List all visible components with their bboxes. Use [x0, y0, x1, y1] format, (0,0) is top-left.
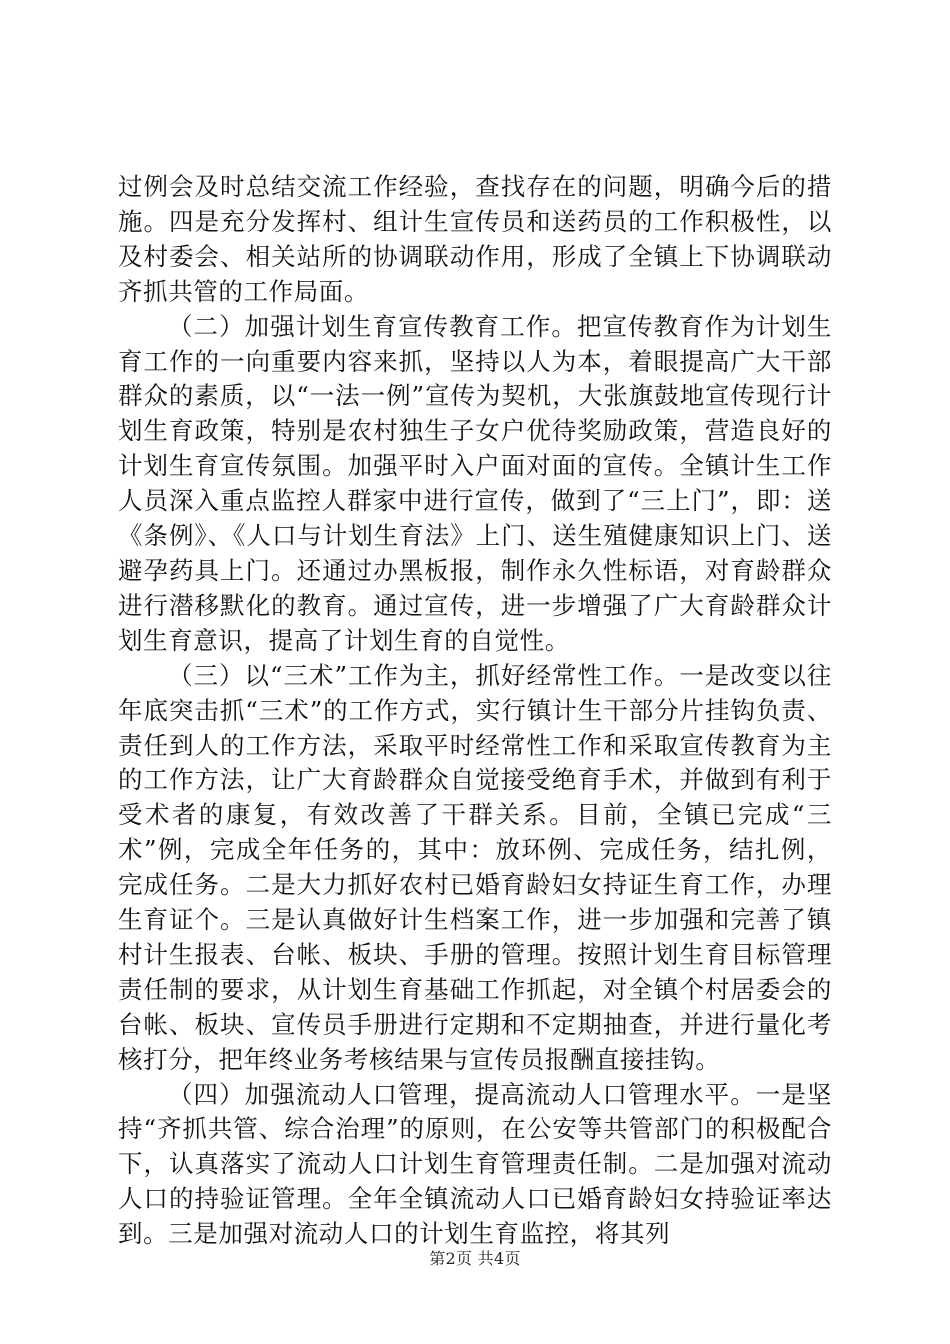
page-number-footer: 第2页 共4页 [429, 1249, 521, 1268]
document-body [118, 170, 832, 1252]
paragraph-three-surgeries: （三）以“三术”工作为主，抓好经常性工作。一是改变以往年底突击抓“三术”的工作方式，实行镇计生干部分片挂钩负责、责任到人的工作方法，采取平时经常性工作和采取宣传教育为主的工作方法，让广大育龄群众自觉接受绝育手术，并做到有利于受术者的康复，有效改善了干群关系。目前，全镇已完成“三术”例，完成全年任务的，其中：放环例、完成任务，结扎例，完成任务。二是大力抓好农村已婚育龄妇女持证生育工作，办理生育证个。三是认真做好计生档案工作，进一步加强和完善了镇村计生报表、台帐、板块、手册的管理。按照计划生育目标管理责任制的要求，从计划生育基础工作抓起，对全镇个村居委会的台帐、板块、宣传员手册进行定期和不定期抽查，并进行量化考核打分，把年终业务考核结果与宣传员报酬直接挂钩。 [118, 660, 832, 1074]
paragraph-propaganda-education: （二）加强计划生育宣传教育工作。把宣传教育作为计划生育工作的一向重要内容来抓，坚持以人为本，着眼提高广大干部群众的素质，以“一法一例”宣传为契机，大张旗鼓地宣传现行计划生育政策，特别是农村独生子女户优待奖励政策，营造良好的计划生育宣传氛围。加强平时入户面对面的宣传。全镇计生工作人员深入重点监控人群家中进行宣传，做到了“三上门”，即：送《条例》、《人口与计划生育法》上门、送生殖健康知识上门、送避孕药具上门。还通过办黑板报，制作永久性标语，对育龄群众进行潜移默化的教育。通过宣传，进一步增强了广大育龄群众计划生育意识，提高了计划生育的自觉性。 [118, 311, 832, 655]
paragraph-continuation: 过例会及时总结交流工作经验，查找存在的问题，明确今后的措施。四是充分发挥村、组计生宣传员和送药员的工作积极性，以及村委会、相关站所的协调联动作用，形成了全镇上下协调联动齐抓共管的工作局面。 [118, 172, 832, 306]
paragraph-floating-population: （四）加强流动人口管理，提高流动人口管理水平。一是坚持“齐抓共管、综合治理”的原则，在公安等共管部门的积极配合下，认真落实了流动人口计划生育管理责任制。二是加强对流动人口的持验证管理。全年全镇流动人口已婚育龄妇女持验证率达到。三是加强对流动人口的计划生育监控，将其列 [118, 1079, 832, 1249]
